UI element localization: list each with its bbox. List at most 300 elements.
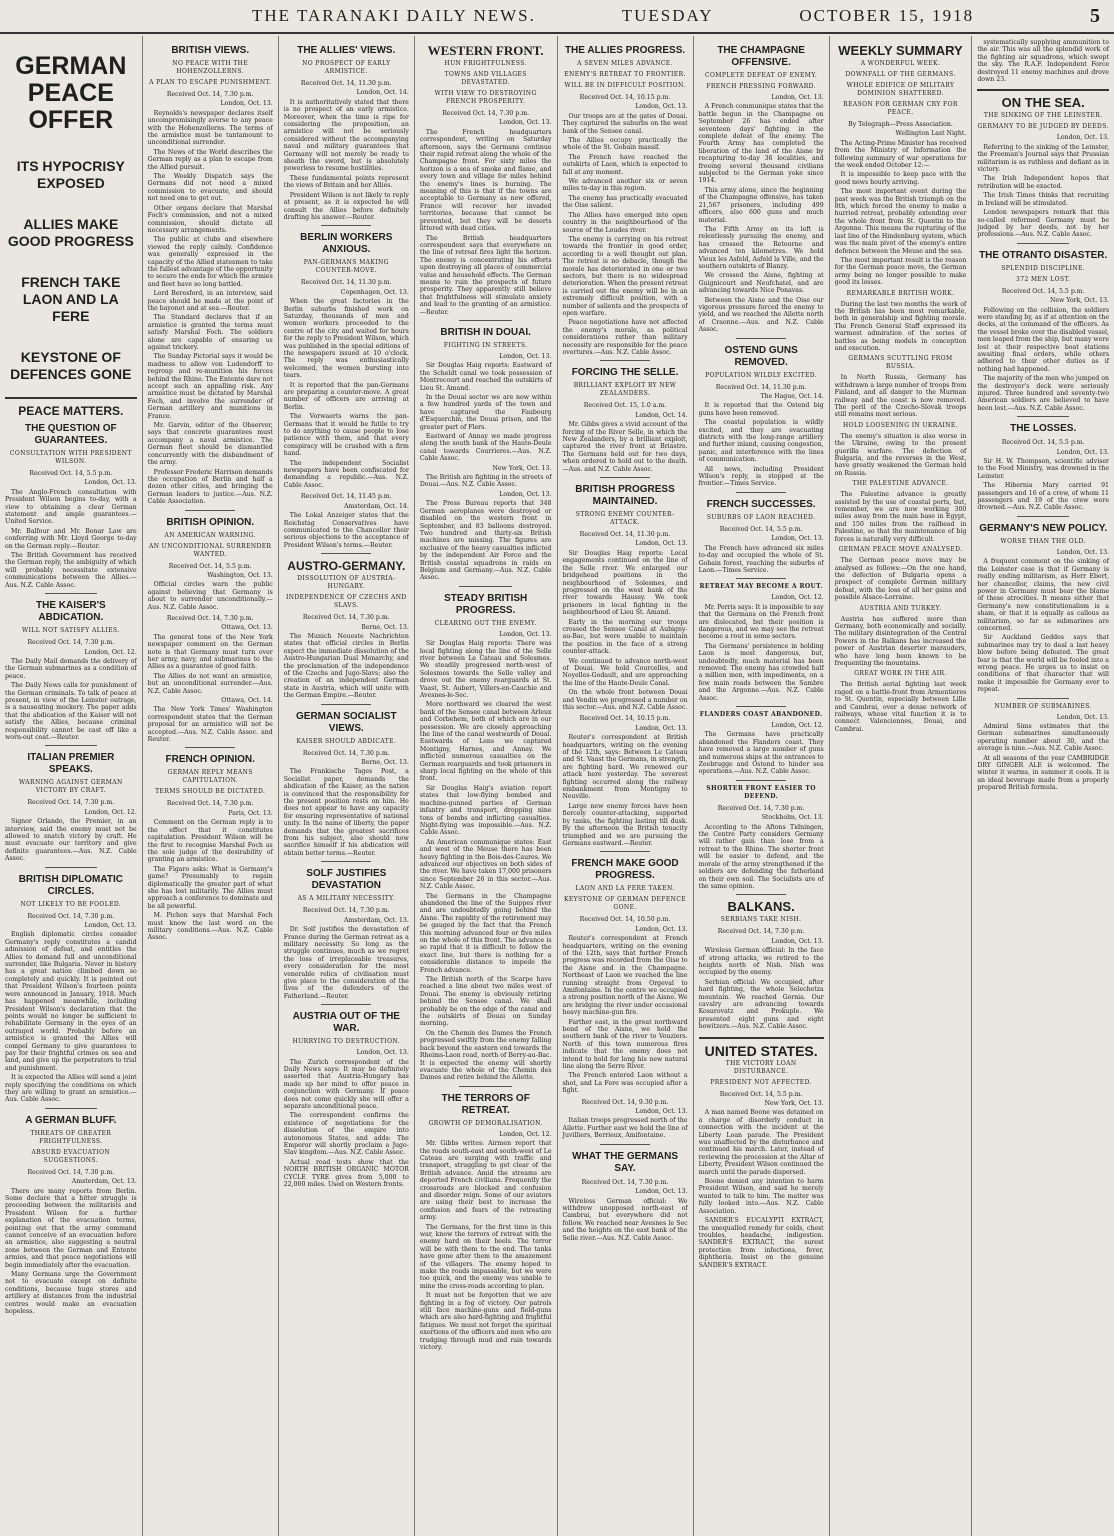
- paragraph: It is authoritatively stated that there is no prospect of an early armistice. Moreover, when the time is ripe for considering the proposition, an armistice will not be seriously considered without the accompanying naval and military guarantees that Germany will not merely be ready to sheath the sword, but is absolutely powerless to resume hostilities.: [283, 98, 409, 173]
- dateline: Received Oct. 14, 7.30 p.m.: [717, 804, 805, 812]
- dateline: Received Oct. 14, 7.30 p.m.: [166, 91, 254, 98]
- paragraph: The Germans have practically abandoned the Flanders coast. They have removed a large number of guns and numerous ships at the entrances to Zeebrugge and Ostend to hinder sea operations.—Aus. N.Z. Cable Assoc.: [698, 731, 824, 776]
- article-subhead: CONSULTATION WITH PRESIDENT WILSON.: [9, 450, 132, 465]
- paragraph: Professor Frederic Harrison demands the occupation of Berlin and half a dozen other cities, and bringing the German leaders to justice.—Aus. N.Z. Cable Association.: [147, 468, 273, 506]
- paragraph: Sir H. W. Thompson, scientific adviser to the Food Ministry, was drowned in the Leinster.: [977, 458, 1109, 480]
- paragraph: The Sunday Pictorial says it would be madness to allow von Ludendorff to regroup and re-munition his forces behind the Rhine. The Entente dare not accept such an appalling risk. Any armistice must be dictated by Marshal Foch, and involve the surrender of German artillery and munitions in France.: [147, 353, 273, 420]
- article-subhead: THREATS OF GREATER FRIGHTFULNESS.: [30, 1129, 112, 1145]
- newspaper-columns: [0, 36, 1114, 1536]
- article-subhead: WILL BE IN DIFFICULT POSITION.: [564, 82, 686, 89]
- paragraph: Mr. Gibbs writes: Airmen report that the roads south-east and south-west of Le Cateau are surging with traffic and transport, struggling to get clear of the British advance. Amid the streams are deported French civilians. Frequently the crossroads are blocked and confusion and disorder reign. Some of our aviators are using their best to increase the confusion and fears of the retreating army.: [419, 1140, 552, 1222]
- article-subhead: WITH VIEW TO DESTROYING FRENCH PROSPERITY.: [434, 90, 537, 105]
- paragraph: Signor Orlando, the Premier, in an interview, said the enemy must not be allowed to snatch victory by craft. He must evacuate our territory and give definite guarantees.—Aus. N.Z. Cable Assoc.: [5, 818, 137, 863]
- placeline: Stockholm, Oct. 13.: [761, 814, 824, 822]
- article-headline: BERLIN WORKERS ANXIOUS.: [300, 232, 393, 256]
- placeline: London, Oct. 12.: [84, 648, 137, 656]
- paragraph: The Germans in the Champagne abandoned the line of the Suippes river and are undoubtedly going behind the Aisne. The rapidity of the retirement may be gauged by the fact that the French this morning advanced four or five miles on the whole of this front. The advance is so rapid that it is difficult to follow the exact line, but there is nothing for a considerable distance to impede the French advance.: [419, 892, 552, 974]
- article-subhead: NO PROSPECT OF EARLY ARMISTICE.: [302, 60, 391, 75]
- dateline: Received Oct. 14, 7.30 p.m.: [302, 907, 390, 915]
- paragraph: Mr. Garvin, editor of the Observer, says that concrete guarantees must accompany a naval armistice. The German fleet should be dismantled concurrently with the disbandment of the army.: [147, 422, 273, 467]
- placeline: London, Oct. 13.: [220, 100, 273, 108]
- column-5: [558, 36, 694, 1536]
- article-subhead: AS A MILITARY NECESSITY.: [297, 895, 396, 903]
- article-headline: NUMBER OF SUBMARINES.: [994, 702, 1092, 710]
- article-subhead: REASON FOR GERMAN CRY FOR PEACE.: [843, 101, 958, 116]
- paragraph: The French entered Laon without a shot, and La Fere was occupied after a fight.: [562, 1072, 688, 1095]
- article-headline: WEEKLY SUMMARY: [838, 43, 963, 58]
- divider: [459, 586, 512, 587]
- article-subhead: AN AMERICAN WARNING.: [164, 531, 256, 539]
- paragraph: Sir Douglas Haig reports: Local engagements continued on the line of the Selle river. We enlarged our bridgehead positions in the neighbourhood of Solesmes, and progressed on the west bank of the river towards Haussy. We took prisoners in local fighting in the neighbourhood of Lieu St. Amand.: [562, 549, 688, 617]
- paragraph: The News of the World describes the German reply as a plan to escape from the Allied pursuit.: [147, 148, 273, 171]
- paragraph: In the Douai sector we are now within a few hundred yards of the town and have captured the Faubourg d'Esquerchin, the Douai prison, and the greater part of Flers.: [419, 394, 552, 431]
- paragraph: Large new enemy forces have been fiercely counter-attacking, supported by tanks, the fighting lasting till dusk. By the afternoon the British tenacity triumphed and we are pursuing the Germans eastward.—Reuter.: [562, 802, 688, 847]
- placeline: London, Oct. 13.: [635, 925, 688, 933]
- article-subhead: GERMANY TO BE JUDGED BY DEEDS.: [977, 123, 1109, 131]
- placeline: London, Oct. 13.: [771, 535, 824, 543]
- divider: [1017, 243, 1070, 244]
- article-headline: BRITISH DIPLOMATIC CIRCLES.: [18, 873, 123, 897]
- paragraph: When the great factories in the Berlin suburbs finished work on Saturday, thousands of men and women workers proceeded to the centre of the city and waited for hours for the reply to President Wilson, which was published in the special editions of the newspapers issued at 10 o'clock. The reply was enthusiastically welcomed, the women bursting into tears.: [283, 298, 409, 380]
- divider: [45, 745, 98, 746]
- divider: [185, 510, 235, 511]
- paragraph: The German peace move may be analysed as follows:—On the one hand, the defection of Bulgaria opens a prospect of complete German military defeat, with the loss of all her gains and possible Alsace-Lorraine.: [834, 557, 967, 602]
- divider: [600, 1144, 650, 1145]
- paragraph: These fundamental points represent the views of Britain and her Allies.: [283, 174, 409, 190]
- divider: [1017, 416, 1070, 417]
- divider: [736, 780, 786, 781]
- paragraph: English diplomatic circles consider Germany's reply constitutes a candid admission of defeat, and entitles the Allies to demand full and unconditional surrender, like Bulgaria. Never in history has a great nation climbed down so completely and quickly. It is pointed out that President Wilson's fourteen points were announced in January, 1918. Much has happened meanwhile, including President Wilson's declaration that the points would no longer be sufficient to rehabilitate Germany in the eyes of an outraged world. Probably before an armistice is granted the Allies will compel Germany to give guarantees to pay for their frightful crimes on sea and land, and give up the perpetrators to trial and punishment.: [5, 931, 137, 1072]
- paragraph: According to the Aftons Tidningen, the Centre Party considers Germany will rather gain than lose from a retreat to the Rhine. The shorter front will be easier to defend, and the morale of the army strengthened if the soldiers are defending the fatherland on their own soil. The Socialists are of the same opinion.: [698, 823, 824, 890]
- article-subhead: TOWNS AND VILLAGES DEVASTATED.: [444, 71, 527, 86]
- paragraph: The Palestine advance is greatly assisted by the use of coastal ports, but, remember, we are now working 300 miles away from the main base in Egypt, and 150 miles from the railhead in Palestine, so that the maintenance of big forces is naturally very difficult.: [834, 491, 967, 543]
- paragraph: The French have advanced six miles to-day and occupied the whole of St. Gobain forest, reaching the suburbs of Laon.—Times Service.: [698, 544, 824, 574]
- article-headline: THE ALLIES PROGRESS.: [564, 45, 686, 56]
- article-headline: BRITISH VIEWS.: [171, 45, 250, 56]
- article-subhead: DISSOLUTION OF AUSTRIA-HUNGARY.: [297, 575, 396, 591]
- article-subhead: CLEARING OUT THE ENEMY.: [434, 619, 537, 627]
- paragraph: The Munich Neueste Nachrichten states that official circles in Berlin expect the immediate dissolution of the Austro-Hungarian Dual Monarchy, and the proclamation of the independence of the Czechs and Jugo-Slavs; also the creation of an independent German state in Austria, which will unite with the German Empire.—Reuter.: [283, 632, 409, 700]
- article-headline: STEADY BRITISH PROGRESS.: [444, 592, 528, 616]
- paragraph: On the Chemin des Dames the French progressed swiftly from the enemy falling back beyond the eastern end towards the Rheims-Laon road, north of Berry-au-Bac. It is expected the enemy will shortly evacuate the whole of the Chemin des Dames and retire behind the Ailette.: [419, 1029, 552, 1082]
- column-4: [415, 36, 558, 1536]
- article-subhead: PRESIDENT NOT AFFECTED.: [710, 1078, 812, 1086]
- placeline: London, Oct. 13.: [1056, 448, 1109, 456]
- placeline: London, Oct. 13.: [771, 937, 824, 945]
- dateline: Received Oct. 14, 11.30 p.m.: [715, 383, 807, 391]
- article-subhead: A SEVEN MILES ADVANCE.: [577, 60, 673, 67]
- placeline: London, Oct. 13.: [635, 103, 688, 111]
- paragraph: Reynolds's newspaper declares itself uncompromisingly averse to any peace with the Hohenzollerns. The terms of the armistice must be tantamount to unconditional surrender.: [147, 109, 273, 147]
- paragraph: Sir Douglas Haig reports: Eastward of the Scheldt canal we took possession of Montrecourt and reached the outskirts of Lieu St. Amand.: [419, 362, 552, 392]
- article-headline: SHORTER FRONT EASIER TO DEFEND.: [706, 784, 816, 800]
- paragraph: The correspondent confirms the existence of negotiations for the dissolution of the empire into autonomous States, and adds: The Emperor will shortly proclaim a Jugo-Slav kingdom.—Aus. N.Z. Cable Assoc.: [283, 1112, 409, 1157]
- paragraph: The enemy has practically evacuated the Oise salient.: [562, 194, 688, 210]
- placeline: New York, Oct. 13.: [1049, 297, 1109, 305]
- paragraph: The Irish Times thinks that recruiting in Ireland will be stimulated.: [977, 192, 1109, 207]
- paragraph: Sir Auckland Geddes says that submarines may try to deal a last heavy blow before being defeated. The great fear is that the world will be fooled into a wrong peace. He urges us to insist on conditions of that character that will make it impossible for Germany ever to repeat.: [977, 634, 1109, 694]
- placeline: London, Oct. 13.: [635, 1108, 688, 1116]
- paragraph: A frequent comment on the sinking of the Leinster case is that if Germany is really ending militarism, as Herr Ebert, her chancellor, claims, the new civil power in Germany must bear the blame of these atrocities. It means either that Germany's new constitutionalism is a sham, or that it is equally as callous as militarism, so far as submarines are concerned.: [977, 558, 1109, 632]
- dateline: Received Oct. 14, 5.5 p.m.: [1001, 287, 1085, 295]
- paragraph: Farther east, in the great northward bend of the Aisne, we hold the southern bank of the river to Vouziers. North of this town numerous fires indicate that the enemy does not intend to hold for long his new natural line along the Serre River.: [562, 1018, 688, 1071]
- paragraph: The majority of the men who jumped on the destroyer's deck were seriously injured. Three hundred and seventy-two American soldiers are believed to have been lost.—Aus. N.Z. Cable Assoc.: [977, 375, 1109, 412]
- section-subhead: AUSTRIA AND TURKEY.: [859, 604, 942, 612]
- divider: [321, 225, 371, 226]
- divider: [600, 360, 650, 361]
- placeline: Copenhagen, Oct. 13.: [340, 288, 409, 296]
- paragraph: The British Government has received the German reply, the ambiguity of which will probably necessitate extensive communications between the Allies.—Aus. N.Z. Cable Assoc.: [5, 552, 137, 589]
- paragraph: President Wilson is not likely to reply at present, as it is expected he will consult the Allies before definitely drafting his answer.—Reuter.: [283, 191, 409, 221]
- placeline: New York, Oct. 13.: [764, 1100, 824, 1107]
- paragraph: Our troops are at the gates of Douai. They captured the suburbs on the west bank of the Sensee canal.: [562, 112, 688, 135]
- article-headline: BALKANS.: [727, 899, 795, 915]
- article-subhead: HURRYING TO DESTRUCTION.: [292, 1038, 400, 1046]
- divider: [736, 492, 786, 493]
- banner-deck-1: ITS HYPOCRISY EXPOSED: [16, 158, 125, 191]
- dateline: Received Oct. 14, 7.30 p.m.: [442, 110, 530, 117]
- article-headline: UNITED STATES.: [704, 1042, 818, 1059]
- divider: [321, 553, 371, 554]
- article-subhead: STRONG ENEMY COUNTER-ATTACK.: [575, 511, 675, 527]
- article-subhead: INDEPENDENCE OF CZECHS AND SLAVS.: [286, 594, 407, 610]
- placeline: London, Oct. 12.: [499, 1130, 552, 1138]
- divider: [459, 320, 512, 321]
- paragraph: The Allies have emerged into open country in the neighbourhood of the source of the Loudes river.: [562, 211, 688, 234]
- article-subhead: BRILLIANT EXPLOIT BY NEW ZEALANDERS.: [573, 382, 677, 398]
- column-8: [972, 36, 1114, 1536]
- divider: [321, 1004, 371, 1005]
- placeline: Berne, Oct. 13.: [361, 759, 409, 766]
- article-subhead: FRENCH PRESSING FORWARD.: [706, 83, 816, 90]
- divider: [736, 338, 786, 339]
- banner-deck-3: FRENCH TAKE LAON AND LA FERE: [21, 274, 121, 324]
- placeline: London, Oct. 13.: [84, 479, 137, 487]
- paragraph: The Daily News calls for punishment of the German criminals. To talk of peace at present, in view of the Leinster outrage, is a nauseating mockery. The paper adds that the abdication of the Kaiser will not satisfy the Allies, because criminal responsibility cannot be cast off like a worn-out coat.—Reuter.: [5, 682, 137, 741]
- article-subhead: ENEMY'S RETREAT TO FRONTIER.: [564, 71, 686, 78]
- divider: [1017, 698, 1070, 699]
- divider: [459, 1086, 512, 1087]
- dateline: Received Oct. 14, 11.45 p.m.: [300, 493, 392, 501]
- paragraph: The most important event during the past week was the British triumph on the 8th, which forced the enemy to make a hurried retreat, probably extending over the whole front from St. Quentin to the Argonne. This means the rupturing of the last line of the Hindenburg system, which was the main pivot of the enemy's entire defence between the Meuse and the sea.: [834, 188, 967, 255]
- article-headline: THE KAISER'S ABDICATION.: [36, 600, 106, 624]
- divider: [1017, 516, 1070, 517]
- placeline: London, Oct. 13.: [635, 724, 688, 732]
- dateline: Received Oct. 14, 7.30 p.m.: [27, 912, 115, 920]
- placeline: London, Oct. 13.: [356, 1049, 409, 1057]
- placeline: London, Oct. 13.: [635, 540, 688, 548]
- article-subhead: COMPLETE DEFEAT OF ENEMY.: [705, 72, 818, 79]
- divider: [977, 89, 1109, 91]
- paragraph: The Anglo-French consultation with President Wilson begins to-day, with a view to obtaining a clear German statement and ample guarantees.—United Service.: [5, 488, 137, 526]
- divider: [736, 894, 786, 895]
- placeline: London, Oct. 13.: [499, 630, 552, 638]
- dateline: Received Oct. 14, 10.15 p.m.: [579, 715, 671, 723]
- placeline: London, Oct. 13.: [1056, 713, 1109, 721]
- article-subhead: NO PEACE WITH THE HOHENZOLLERNS.: [172, 60, 249, 75]
- article-headline: BRITISH OPINION.: [166, 516, 255, 528]
- article-subhead: SPLENDID DISCIPLINE.: [1001, 264, 1086, 272]
- masthead-title: THE TARANAKI DAILY NEWS.: [252, 6, 536, 25]
- dateline: Received Oct. 14, 7.30 p.m.: [302, 614, 390, 622]
- article-subhead: GROWTH OF DEMORALISATION.: [428, 1119, 543, 1127]
- article-headline: FLANDERS COAST ABANDONED.: [699, 711, 823, 718]
- column-1: [0, 36, 143, 1536]
- article-subhead: SUBURBS OF LAON REACHED.: [706, 513, 816, 521]
- paragraph: The New York Times' Washington correspondent states that the German proposal for an armistice will not be accepted.—Aus. N.Z. Cable Assoc. and Reuter.: [147, 706, 273, 744]
- article-headline: THE OTRANTO DISASTER.: [979, 249, 1108, 261]
- article-subhead: LAON AND LA FERE TAKEN.: [575, 885, 675, 893]
- paragraph: The French have reached the outskirts of Laon, which is expected to fall at any moment.: [562, 153, 688, 176]
- article-headline: THE LOSSES.: [1010, 423, 1077, 435]
- paragraph: The Irish Independent hopes that retribution will be exacted.: [977, 175, 1109, 190]
- section-subhead: GREAT WORK IN THE AIR.: [854, 670, 947, 678]
- paragraph: The Germans, for the first time in this war, know the terrors of retreat with the enemy hard on their heels. The terror will be with them to the end. The tanks have gone after them to the amazement of the villagers. The enemy hoped to make the roads impassable, but we were too quick, and the enemy was unable to mine the cross-roads according to plan.: [419, 1223, 552, 1290]
- placeline: Berne, Oct. 13.: [361, 623, 409, 631]
- article-subhead: WHOLE EDIFICE OF MILITARY DOMINION SHATTERED.: [846, 82, 955, 97]
- article-headline: GERMANY'S NEW POLICY.: [979, 522, 1108, 534]
- article-headline: FORCING THE SELLE.: [571, 367, 679, 379]
- article-subhead: WILL NOT SATISFY ALLIES.: [22, 627, 120, 635]
- article-subhead: 372 MEN LOST.: [1016, 275, 1071, 283]
- article-subhead: KEYSTONE OF GERMAN DEFENCE GONE.: [564, 896, 687, 912]
- paragraph: Reuter's correspondent at British headquarters, writing on the evening of the 12th, says: Between Le Cateau and St. Vaast the Germans, in strength, are fighting hard. We renewed our attack here yesterday. The severest fighting occurred along the railway embankment from Montigny to Neuville.: [562, 734, 688, 801]
- article-subhead: THE SINKING OF THE LEINSTER.: [983, 112, 1103, 120]
- paragraph: We continued to advance north-west of Douai. We hold Courcelles, and Noyelles-Godault, and are approaching the line of the Haute-Deule Canal.: [562, 657, 688, 687]
- placeline: London, Oct. 12.: [84, 808, 137, 816]
- placeline: London, Oct. 13.: [499, 352, 552, 360]
- paragraph: Referring to the sinking of the Leinster, the Freeman's Journal says that Prussian militarism is as ruthless and defiant as in victory.: [977, 143, 1109, 174]
- placeline: London, Oct. 13.: [499, 490, 552, 498]
- paragraph: The Daily Mail demands the delivery of the German submarines as a condition of peace.: [5, 657, 137, 680]
- paragraph: Early in the morning our troops crossed the Sensee Canal at Aubigny-au-Bac, but were unable to maintain the position in the face of a strong counter-attack.: [562, 618, 688, 656]
- article-headline: AUSTRO-GERMANY.: [287, 559, 406, 574]
- placeline: London, Oct. 13.: [635, 1188, 688, 1196]
- column-3: [279, 36, 415, 1536]
- dateline: Received Oct. 14, 5.5 p.m.: [719, 525, 803, 533]
- paragraph: The enemy's situation is also worse in the Ukraine, owing to the present guerilla warfare. The defection of Bulgaria, and the reverses in the West, have greatly weakened the German hold on Russia.: [834, 432, 967, 477]
- article-headline: BRITISH IN DOUAI.: [440, 326, 531, 338]
- paragraph: Between the Aisne and the Oise our vigorous pressure forced the enemy to yield, and we reached the Ailette north of Craonne.—Aus. and N.Z. Cable Assoc.: [698, 296, 824, 334]
- article-subhead: PAN-GERMANS MAKING COUNTER-MOVE.: [303, 259, 389, 275]
- paragraph: Peace negotiations have not affected the enemy's morale, as political considerations rather than military necessity are responsible for the peace overtures.—Aus. N.Z. Cable Assoc.: [562, 319, 688, 356]
- paragraph: On the whole front between Douai and Vendin we progressed a number on this sector.—Aus. and N.Z. Cable Assoc.: [562, 689, 688, 711]
- paragraph: The Press Bureau reports that 348 German aeroplanes were destroyed or disabled on the western front in September, and 83 balloons destroyed. Two hundred and thirty-six British machines are missing. The figures are exclusive of the heavy casualties inflicted by the independent Air Force and the British coastal squadrons in raids on Belgium and Germany.—Aus. N.Z. Cable Assoc.: [419, 500, 552, 582]
- article-subhead: KAISER SHOULD ABDICATE.: [296, 737, 397, 745]
- paragraph: The Acting-Prime Minister has received from the Ministry of Information the following summary of war operations for the week ended October 12:—: [834, 139, 967, 170]
- dateline: Received Oct. 14, 7.30 p.m.: [166, 614, 254, 622]
- paragraph: The Vorwaerts warns the pan-Germans that it would be futile to try to do anything to cause people to lose patience with them, and that every conspiracy will be crushed with a firm hand.: [283, 413, 409, 458]
- paragraph: An American communique states: East and west of the Meuse there has been heavy fighting in the Bois-des-Caures. We advanced our objectives on both sides of the river. We have taken 17,000 prisoners since September 26 in this sector.—Aus. N.Z. Cable Assoc.: [419, 838, 552, 891]
- article-subhead: POPULATION WILDLY EXCITED.: [705, 371, 818, 379]
- article-headline: GERMAN SOCIALIST VIEWS.: [296, 710, 397, 734]
- masthead-day: TUESDAY: [621, 6, 714, 25]
- placeline: London, Oct. 13.: [771, 94, 824, 101]
- article-subhead: ABSURD EVACUATION SUGGESTIONS.: [31, 1148, 111, 1164]
- paragraph: The British aerial fighting last week raged on a battle-front from Armentieres to St. Quentin, especially between Lille and Cambrai, over a dense network of railways, whose vital function it is to connect Valenciennes, Douai, and Cambrai.: [834, 681, 967, 733]
- paragraph: The public at clubs and elsewhere viewed the reply calmly. Confidence was generally expressed in the capacity of the Allied statesmen to take the fullest advantage of the opportunity to secure the ends for which the armies and fleet have so long battled.: [147, 236, 273, 288]
- divider: [600, 851, 650, 852]
- paragraph: During the last two months the work of the British has been most remarkable, both in generalship and fighting morale. The French General Staff expressed its warmest admiration of the series of battles as being models in conception and execution.: [834, 300, 967, 352]
- paragraph: All news, including President Wilson's reply, is stopped at the frontier.—Times Service.: [698, 465, 824, 488]
- paragraph: Other organs declare that Marshal Foch's commission, and not a mixed commission, should dictate all necessary arrangements.: [147, 204, 273, 234]
- paragraph: The British are fighting in the streets of Douai.—Aus. N.Z. Cable Assoc.: [419, 474, 552, 489]
- placeline: The Hague, Oct. 14.: [760, 393, 824, 400]
- placeline: London, Oct. 12.: [771, 722, 824, 729]
- dateline: Received Oct. 14, 11.30 p.m.: [300, 279, 392, 287]
- divider: [5, 397, 137, 399]
- paragraph: This army alone, since the beginning of the Champagne offensive, has taken 21,567 prisoners, including 499 officers, also 600 guns and much material.: [698, 186, 824, 224]
- dateline: Received Oct. 14, 5.5 p.m.: [719, 1090, 803, 1098]
- paragraph: Italian troops progressed north of the Ailette. Further east we hold the line of Juvilliers, Berrieux, Amifontaine.: [562, 1117, 688, 1140]
- article-headline: OSTEND GUNS REMOVED.: [724, 344, 798, 368]
- paragraph: The independent Socialist newspapers have been confiscated for demanding a republic.—Aus. N.Z. Cable Assoc.: [283, 459, 409, 489]
- placeline: London, Oct. 13.: [84, 922, 137, 930]
- article-headline: FRENCH SUCCESSES.: [706, 498, 816, 510]
- paragraph: The Fifth Army on its left is relentlessly pursuing the enemy, and has crossed the Retourne and advanced ten kilometres. We hold Vieux les Asfeld, Asfeld la Ville, and the southern outskirts of Blanzy.: [698, 225, 824, 270]
- placeline: London, Oct. 13.: [499, 119, 552, 127]
- placeline: Amsterdam, Oct. 13.: [343, 916, 409, 924]
- article-headline: BRITISH PROGRESS MAINTAINED.: [575, 484, 675, 508]
- paragraph: Wireless German official: In the face of strong attacks, we retired to the heights north of Nish. Nish was occupied by the enemy.: [698, 947, 824, 977]
- paragraph: Comment on the German reply is to the effect that it constitutes capitulation. President Wilson will be the first to recognise Marshal Foch as the sole judge of the desirability of granting an armistice.: [147, 819, 273, 864]
- paragraph: systematically supplying ammunition to the air. This was all the splendid work of the fighting air squadrons, which swept the sky. The R.A.F. Independent Force destroyed 11 enemy machines and drove down 23.: [977, 39, 1109, 84]
- dateline: Received Oct. 14, 11.30 p.m.: [579, 531, 671, 539]
- paragraph: It must not be forgotten that we are fighting in a fog of victory. Our patrols still face machine-guns and field-guns which are also hard-fighting and frightful fatigues. We must not forget the spiritual exertions of the officers and men who are trudging through mud and rain towards victory.: [419, 1292, 552, 1352]
- article-subhead: GERMAN REPLY MEANS CAPITULATION.: [167, 769, 253, 785]
- article-headline: THE CHAMPAGNE OFFENSIVE.: [717, 45, 805, 68]
- column-2: [143, 36, 279, 1536]
- article-subhead: NOT LIKELY TO BE FOOLED.: [20, 900, 122, 908]
- placeline: Amsterdam, Oct. 14.: [343, 502, 409, 510]
- dateline: Received Oct. 14, 5.5 p.m.: [1001, 439, 1085, 447]
- article-subhead: AN UNCONDITIONAL SURRENDER WANTED.: [148, 542, 272, 558]
- placeline: Paris, Oct. 13.: [228, 809, 273, 817]
- dateline: Received Oct. 15, 1.0 a.m.: [583, 402, 667, 410]
- dateline: Received Oct. 14, 9.30 p.m.: [581, 1098, 669, 1106]
- divider: [321, 704, 371, 705]
- paragraph: The most important result is the reason for the German peace move, the German army being no longer possible to make good its losses.: [834, 256, 967, 287]
- paragraph: Serbian official: We occupied, after hard fighting, the whole Selechetza mountain. We reached Gornia. Our cavalry are advancing towards Kosurovatz and Prokuple. We presented eight guns and eight howitzers.—Aus. N.Z. Cable Assoc.: [698, 978, 824, 1031]
- article-subhead: WARNING AGAINST GERMAN VICTORY BY CRAFT.: [19, 779, 123, 795]
- paragraph: M. Pichon says that Marshal Foch must know the last word on the military conditions.—Aus. N.Z. Cable Assoc.: [147, 912, 273, 942]
- paragraph: Dr. Solf justifies the devastation of France during the German retreat as a military necessity. So long as the struggle continues, much as we regret the loss of irreplaceable treasures, every consideration for the most venerable relics of civilisation must give place to the consideration of the lives of the defenders of the Fatherland.—Reuter.: [283, 926, 409, 1000]
- article-headline: SOLF JUSTIFIES DEVASTATION: [306, 868, 387, 892]
- divider: [736, 706, 786, 707]
- paragraph: The Allies occupy practically the whole of the St. Gobain massif.: [562, 137, 688, 152]
- placeline: Washington, Oct. 13.: [207, 571, 273, 579]
- column-6: [694, 36, 830, 1536]
- paragraph: The general tone of the New York newspaper comment on the German note is that Germany must turn over her army, navy, and submarines to the Allies as a guarantee of good faith.: [147, 633, 273, 671]
- paragraph: The Lokal Anzeiger states that the Reichstag Conservatives have communicated to the Chancellor their serious objections to the acceptance of President Wilson's terms.—Reuter.: [283, 512, 409, 549]
- paragraph: In North Russia, Germany has withdrawn a large number of troops from Finland, and all danger to the Murman railway and the coast is now removed. The peril of the Czecho-Slovak troops still remains most serious.: [834, 374, 967, 419]
- paragraph: The coastal population is wildly excited, and they are evacuating districts with the long-range artillery and further inland, causing congestion, panic, and interference with the lines of communication.: [698, 419, 824, 464]
- paragraph: Mr. Perris says: It is impossible to say that the Germans on the French front are dislocated, but their position is dangerous, and we may see the retreat become a rout in some sectors.: [698, 603, 824, 641]
- section-heading: PEACE MATTERS.: [18, 404, 124, 418]
- paragraph: Many Germans urge the Government not to evacuate except on definite conditions, because huge stores and artillery at distances from the industrial centres would make an evacuation hopeless.: [5, 1271, 137, 1316]
- front-banner: [5, 53, 137, 383]
- paragraph: Eastward of Annay we made progress along the south bank of the Haute-Deule canal towards Courrieres.—Aus. N.Z. Cable Assoc.: [419, 433, 552, 463]
- article-headline: WHAT THE GERMANS SAY.: [572, 1150, 678, 1174]
- dateline: Received Oct. 14, 7.30 p.m.: [27, 799, 115, 807]
- paragraph: The enemy is carrying on his retreat towards the frontier in good order, according to a well thought out plan. The retreat is no debacle, though the morale has deteriorated in one or two sectors, but there is no widespread deterioration. When the present retreat is carried out the enemy will be in an extremely difficult position, with a number of salients and the prospects of open warfare.: [562, 235, 688, 317]
- masthead: [0, 0, 1114, 34]
- paragraph: The Figaro asks: What is Germany's game? Presumably to regain diplomatically the greater part of what she has lost militarily. The Allies must approach a conference to dominate and be all powerful.: [147, 865, 273, 910]
- placeline: London, Oct. 13.: [1056, 548, 1109, 556]
- dateline: Received Oct. 14, 10.50 p.m.: [579, 916, 671, 924]
- placeline: London, Oct. 13.: [1056, 134, 1109, 142]
- dateline: Received Oct. 14, 10.15 p.m.: [579, 94, 671, 101]
- dateline: Received Oct. 14, 7.30 p.m.: [302, 749, 390, 757]
- paragraph: The French headquarters correspondent, writing on Saturday afternoon, says the Germans continue their rapid retreat along the whole of the Champagne front. For sixty miles the horizon is a sea of smoke and flame, and every town and village for miles behind the enemy's lines is burning. The meaning of this is that if the towns are acceptable to Germany as new offered, France will recover her invaded territories, because that cannot be prevented, but they will be deserts littered with dead cities.: [419, 128, 552, 233]
- paragraph: We crossed the Aisne, fighting at Guignicourt and Neufchatel, and are advancing towards Nice Ponavas.: [698, 272, 824, 295]
- article-subhead: HUN FRIGHTFULNESS.: [444, 60, 527, 67]
- divider: [736, 578, 786, 579]
- placeline: London, Oct. 14.: [635, 411, 688, 419]
- paragraph: Lord Beresford, in an interview, said peace should be made at the point of the bayonet and at sea.—Reuter.: [147, 290, 273, 312]
- paragraph: Austria has suffered more than Germany, both economically and socially. The military disintegration of the Central Powers in the Balkans has increased the power of Austrian deserter marauders, who have long been known to be frequenting the mountains.: [834, 615, 967, 667]
- section-subhead: THE PALESTINE ADVANCE.: [852, 480, 949, 488]
- paragraph: The Weekly Dispatch says the Germans did not need a mixed commission to evacuate, and should not need one to get out.: [147, 173, 273, 203]
- paragraph: Official circles warn the public against believing that Germany is about to surrender unconditionally.—Aus. N.Z. Cable Assoc.: [147, 581, 273, 611]
- article-subhead: FIGHTING IN STREETS.: [443, 341, 528, 349]
- paragraph: There are many reports from Berlin. Some declare that a bitter struggle is proceeding between the militarists and President Wilson for a further explanation of the evacuation terms, pointing out that the army command cannot conceive of an evacuation before an armistice, also suggesting a neutral zone between the German and Entente armies, and that peace negotiations will begin immediately after the evacuation.: [5, 1187, 137, 1269]
- section-subhead: HOLD LOOSENING IN UKRAINE.: [843, 421, 958, 429]
- column-7: [830, 36, 973, 1536]
- article-headline: A GERMAN BLUFF.: [25, 1114, 117, 1126]
- article-headline: THE ALLIES' VIEWS.: [297, 45, 396, 56]
- article-subhead: A WONDERFUL WEEK.: [860, 60, 941, 67]
- paragraph: The Germans' persistence in holding Laon is most dangerous, but, undoubtedly, much material has been removed. The enemy has crowded half a million men, with impedimenta, on a few main roads between the Sambre and the Argonne.—Aus. N.Z. Cable Assoc.: [698, 642, 824, 702]
- article-subhead: TERMS SHOULD BE DICTATED.: [155, 788, 266, 796]
- paragraph: It is expected the Allies will send a joint reply specifying the conditions on which they are willing to grant an armistice.—Aus. Cable Assoc.: [5, 1074, 137, 1104]
- article-headline: RETREAT MAY BECOME A ROUT.: [699, 583, 823, 591]
- placeline: Ottawa, Oct. 14.: [221, 697, 273, 705]
- banner-deck-2: ALLIES MAKE GOOD PROGRESS: [7, 216, 134, 249]
- section-subhead: GERMANS SCUTTLING FROM RUSSIA.: [848, 355, 953, 371]
- paragraph: Sir Douglas Haig's aviation report states that low-flying bombed and machine-gunned parties of German infantry and transport, dropping nine tons of bombs and inflicting casualties. Night-flying was impossible.—Aus. N.Z. Cable Assoc.: [419, 784, 552, 837]
- paragraph: The British north of the Scarpe have reached a line about two miles west of Douai. The enemy is obviously retiring behind the Sensee canal. We shall probably be on the edge of the canal and the outskirts of Douai on Sunday morning.: [419, 976, 552, 1028]
- page-number: 5: [1089, 4, 1102, 27]
- dateline: Received Oct. 14, 7.30 p.m.: [166, 800, 254, 808]
- divider: [45, 593, 98, 594]
- placeline: Wellington Last Night.: [895, 130, 967, 138]
- dateline: Received Oct. 14, 7.30 p.m.: [581, 1178, 669, 1186]
- paragraph: The British headquarters correspondent says that everywhere on the line of retreat fires light the horizon. The enemy is concentrating his efforts upon destroying all places of commercial value and household effects. The German means to ruin the prospects of future prosperity. They apparently still believe that frightfulness will stimulate anxiety and lead to the granting of an armistice.—Reuter.: [419, 234, 552, 316]
- paragraph: Wireless German official: We withdrew unopposed north-east of Cambrai, but everywhere did not follow. We reached near Avesnes le Sec and the heights on the east bank of the Selle river.—Aus. N.Z. Cable Assoc.: [562, 1197, 688, 1242]
- paragraph: We advanced another six or seven miles to-day in this region.: [562, 178, 688, 193]
- paragraph: Sir Douglas Haig reports: There was local fighting along the line of the Selle river between Le Cateau and Solesmes. We steadily progressed north-west of Solesmes towards the Selle valley and drove out the enemy rearguards at St. Vaast, St. Aubert, Villers-en-Cauchie and Avesnes-le-Sec.: [419, 640, 552, 699]
- article-subhead: WORSE THAN THE OLD.: [1000, 537, 1086, 545]
- placeline: Amsterdam, Oct. 13.: [71, 1178, 137, 1186]
- paragraph: The Standard declares that if an armistice is granted the terms must satisfy Marshal Foch. The soldiers alone are capable of ensuring us against trickery.: [147, 314, 273, 351]
- paragraph: Following on the collision, the soldiers were standing by, as if at attention on the decks, at the command of the officers. As the vessel broke over the disabled vessel, men leaped from the ship, but many were lost at their respective boat stations awaiting final orders, while others adhered to their other duties as if nothing had happened.: [977, 306, 1109, 373]
- placeline: New York, Oct. 13.: [492, 464, 552, 472]
- article-headline: THE TERRORS OF RETREAT.: [441, 1092, 530, 1116]
- paragraph: More northward we cleared the west bank of the Sensee canal between Arleux and Corbehem, both of which are in our possession. We are closely approaching the line of the canal westwards of Douai. Eastwards of Lens we captured Montigny, Harnes, and Annay. We inflicted numerous casualties on the German rearguards and took prisoners in sharp local fighting on the whole of this front.: [419, 701, 552, 783]
- paragraph: Reuter's correspondent at French headquarters, writing on the evening of the 12th, says that further French progress was recorded from the Oise to the Aisne and in the Champagne. Northeast of Laon we reached the line running straight from Orgeval to Amifontaine. In the centre we occupied a strong position north of the Aisne. We are bridging the river under occasional heavy machine-gun fire.: [562, 935, 688, 1017]
- dateline: Received Oct. 14, 7.30 p.m.: [717, 928, 805, 936]
- masthead-date: OCTOBER 15, 1918: [799, 6, 975, 25]
- advertisement: At all seasons of the year CAMBRIDGE DRY GINGER ALE is welcomed. The winter it warms, in summer it cools. It is an ideal beverage made from a properly prepared British formula.: [977, 754, 1109, 792]
- paragraph: The Zurich correspondent of the Daily News says: It may be definitely asserted that Austria-Hungary has made up her mind to offer peace in conjunction with Germany. If peace does not come quickly she will offer a separate unconditional peace.: [283, 1058, 409, 1110]
- placeline: London, Oct. 14.: [356, 89, 409, 97]
- divider: [600, 477, 650, 478]
- article-subhead: THE VICTORY LOAN DISTURBANCE.: [725, 1059, 797, 1075]
- divider: [699, 1037, 824, 1039]
- paragraph: London newspapers remark that this so-called reformed Germany must be judged by her deeds, not by her professions.—Aus. N.Z. Cable Assoc.: [977, 209, 1109, 239]
- paragraph: Mr. Balfour and Mr. Bonar Law are conferring with Mr. Lloyd George to-day on the German reply.—Reuter.: [5, 527, 137, 550]
